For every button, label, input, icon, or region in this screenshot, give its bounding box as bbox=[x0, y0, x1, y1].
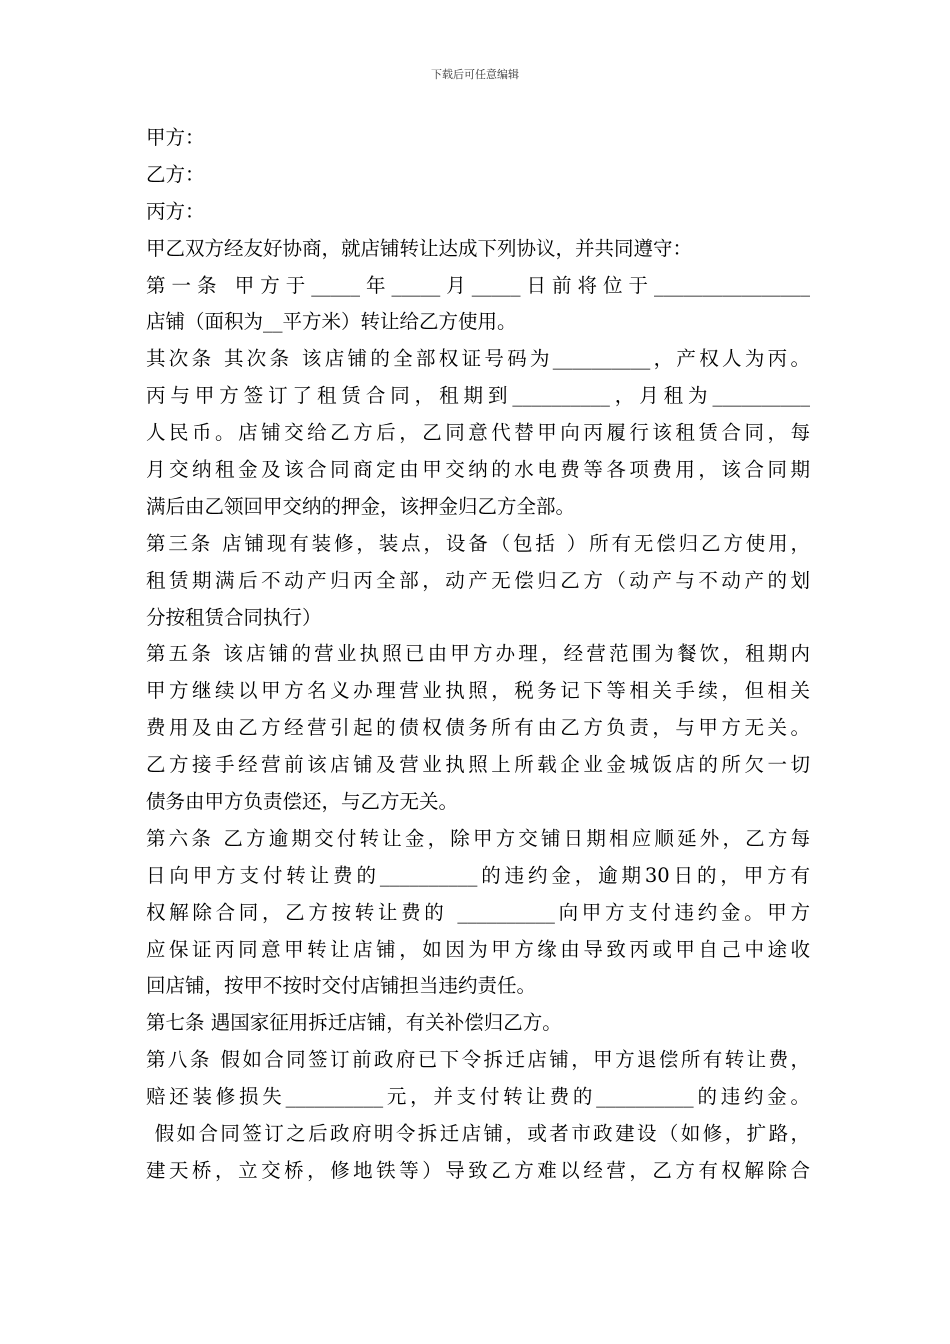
article-6-line-1: 第六条 乙方逾期交付转让金，除甲方交铺日期相应顺延外，乙方每 bbox=[146, 826, 810, 850]
article-8-line-4: 建天桥，立交桥，修地铁等）导致乙方难以经营，乙方有权解除合 bbox=[146, 1158, 810, 1182]
article-8-line-1: 第八条 假如合同签订前政府已下令拆迁店铺，甲方退偿所有转让费， bbox=[146, 1048, 810, 1072]
article-8-line-2: 赔还装修损失__________元，并支付转让费的__________的违约金。 bbox=[146, 1085, 810, 1109]
article-2-line-3: 人民币。店铺交给乙方后，乙同意代替甲向丙履行该租赁合同，每 bbox=[146, 421, 810, 445]
article-3-line-3: 分按租赁合同执行） bbox=[146, 605, 322, 629]
article-5-line-4: 乙方接手经营前该店铺及营业执照上所载企业金城饭店的所欠一切 bbox=[146, 753, 810, 777]
article-2-line-2: 丙与甲方签订了租赁合同，租期到__________，月租为__________ bbox=[146, 384, 810, 408]
article-6-line-4: 应保证丙同意甲转让店铺，如因为甲方缘由导致丙或甲自己中途收 bbox=[146, 937, 810, 961]
party-c-line: 丙方： bbox=[146, 199, 205, 223]
article-7-line-1: 第七条 遇国家征用拆迁店铺，有关补偿归乙方。 bbox=[146, 1011, 562, 1035]
party-b-line: 乙方： bbox=[146, 162, 205, 186]
article-1-line-1: 第一条 甲方于_____年_____月_____日前将位于________________ bbox=[146, 273, 810, 297]
article-6-line-3: 权解除合同，乙方按转让费的 __________向甲方支付违约金。甲方 bbox=[146, 900, 810, 924]
article-6-line-5: 回店铺，按甲不按时交付店铺担当违约责任。 bbox=[146, 974, 537, 998]
article-3-line-2: 租赁期满后不动产归丙全部，动产无偿归乙方（动产与不动产的划 bbox=[146, 568, 810, 592]
page-header: 下载后可任意编辑 bbox=[431, 68, 519, 81]
article-1-line-2: 店铺（面积为__平方米）转让给乙方使用。 bbox=[146, 310, 517, 334]
article-6-line-2: 日向甲方支付转让费的__________的违约金，逾期30日的，甲方有 bbox=[146, 863, 810, 887]
article-5-line-2: 甲方继续以甲方名义办理营业执照，税务记下等相关手续，但相关 bbox=[146, 679, 810, 703]
article-2-line-4: 月交纳租金及该合同商定由甲交纳的水电费等各项费用，该合同期 bbox=[146, 458, 810, 482]
party-a-line: 甲方： bbox=[146, 126, 205, 149]
article-8-line-3: 假如合同签订之后政府明令拆迁店铺，或者市政建设（如修，扩路， bbox=[146, 1122, 810, 1146]
preamble-line: 甲乙双方经友好协商，就店铺转让达成下列协议，并共同遵守： bbox=[146, 236, 693, 260]
article-3-line-1: 第三条 店铺现有装修，装点，设备（包括 ）所有无偿归乙方使用， bbox=[146, 531, 810, 555]
article-5-line-5: 债务由甲方负责偿还，与乙方无关。 bbox=[146, 790, 459, 814]
article-5-line-1: 第五条 该店铺的营业执照已由甲方办理，经营范围为餐饮，租期内 bbox=[146, 642, 810, 666]
article-5-line-3: 费用及由乙方经营引起的债权债务所有由乙方负责，与甲方无关。 bbox=[146, 716, 810, 740]
article-2-line-5: 满后由乙领回甲交纳的押金，该押金归乙方全部。 bbox=[146, 494, 576, 518]
document-body bbox=[146, 120, 810, 1190]
article-2-line-1: 其次条 其次条 该店铺的全部权证号码为__________，产权人为丙。 bbox=[146, 347, 810, 371]
